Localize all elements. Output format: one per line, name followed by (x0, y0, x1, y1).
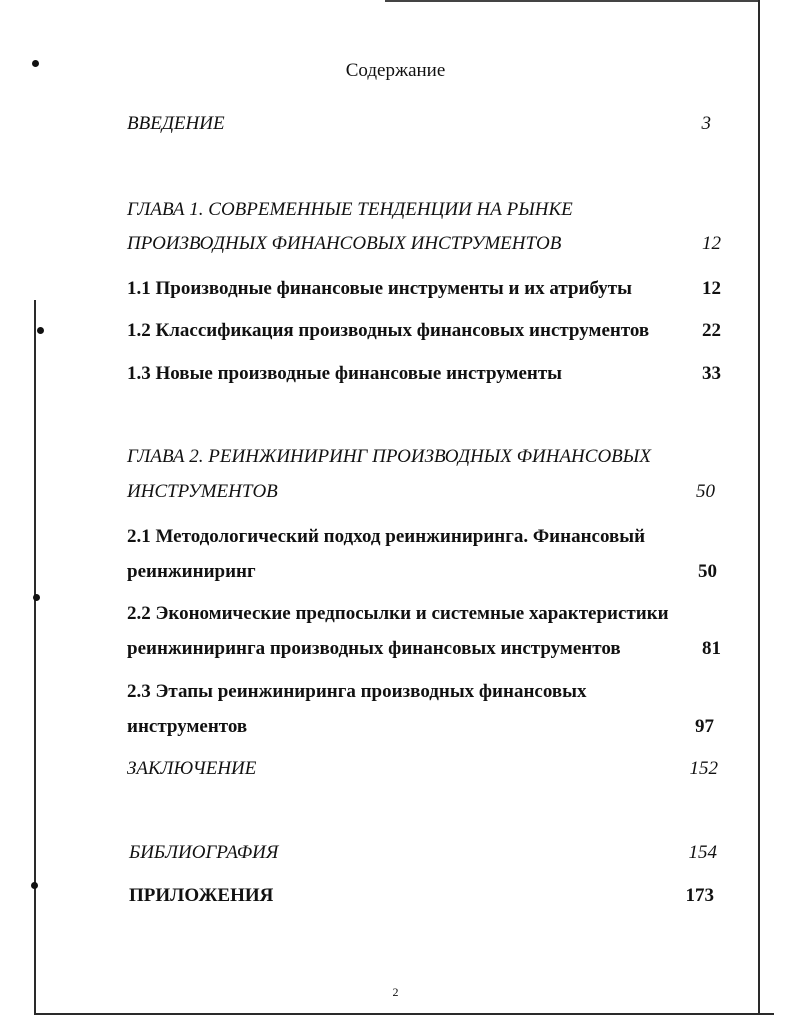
toc-entry-page: 12 (702, 233, 721, 254)
toc-entry-text: ВВЕДЕНИЕ (127, 113, 225, 134)
toc-entry-text: ПРИЛОЖЕНИЯ (129, 885, 274, 906)
toc-entry-page: 154 (688, 842, 717, 863)
toc-entry-text: ГЛАВА 1. СОВРЕМЕННЫЕ ТЕНДЕНЦИИ НА РЫНКЕ (127, 199, 573, 220)
toc-entry-text: ЗАКЛЮЧЕНИЕ (127, 758, 257, 779)
page-edge-bottom (34, 1013, 774, 1015)
toc-entry-bibliography[interactable] (0, 842, 791, 872)
toc-entry-chapter-1-cont[interactable] (0, 233, 791, 263)
toc-entry-text: ПРОИЗВОДНЫХ ФИНАНСОВЫХ ИНСТРУМЕНТОВ (127, 233, 562, 254)
toc-entry-section-2-3[interactable] (0, 681, 791, 711)
toc-entry-text: реинжиниринг (127, 561, 256, 582)
page-edge-top (385, 0, 760, 2)
toc-entry-section-2-2-cont[interactable] (0, 638, 791, 668)
toc-entry-page: 152 (689, 758, 718, 779)
toc-entry-section-1-1[interactable] (0, 278, 791, 308)
toc-entry-text: 2.3 Этапы реинжиниринга производных финансовых (127, 681, 587, 702)
toc-entry-section-2-2[interactable] (0, 603, 791, 633)
toc-entry-text: 2.2 Экономические предпосылки и системные характеристики (127, 603, 669, 624)
toc-entry-introduction[interactable] (0, 113, 791, 143)
toc-entry-section-2-3-cont[interactable] (0, 716, 791, 746)
toc-entry-page: 97 (695, 716, 714, 737)
toc-entry-chapter-2[interactable] (0, 446, 791, 476)
toc-entry-page: 50 (698, 561, 717, 582)
toc-entry-section-1-3[interactable] (0, 363, 791, 393)
toc-entry-page: 81 (702, 638, 721, 659)
toc-entry-page: 22 (702, 320, 721, 341)
toc-entry-page: 12 (702, 278, 721, 299)
toc-entry-text: реинжиниринга производных финансовых инструментов (127, 638, 621, 659)
toc-entry-appendices[interactable] (0, 885, 791, 915)
toc-entry-page: 3 (701, 113, 711, 134)
binding-hole-mark (33, 594, 40, 601)
toc-entry-section-1-2[interactable] (0, 320, 791, 350)
toc-entry-text: 1.2 Классификация производных финансовых инструментов (127, 320, 650, 341)
toc-entry-chapter-1[interactable] (0, 199, 791, 229)
toc-entry-text: 1.1 Производные финансовые инструменты и их атрибуты (127, 278, 632, 299)
toc-entry-section-2-1[interactable] (0, 526, 791, 556)
toc-entry-page: 50 (696, 481, 715, 502)
toc-entry-text: БИБЛИОГРАФИЯ (129, 842, 279, 863)
toc-entry-text: 1.3 Новые производные финансовые инструменты (127, 363, 563, 384)
page-number: 2 (392, 985, 399, 999)
toc-entry-text: ГЛАВА 2. РЕИНЖИНИРИНГ ПРОИЗВОДНЫХ ФИНАНСОВЫХ (127, 446, 651, 467)
toc-entry-section-2-1-cont[interactable] (0, 561, 791, 591)
toc-entry-text: ИНСТРУМЕНТОВ (127, 481, 278, 502)
toc-entry-chapter-2-cont[interactable] (0, 481, 791, 511)
toc-entry-text: инструментов (127, 716, 248, 737)
toc-title: Содержание (345, 60, 446, 81)
toc-entry-conclusion[interactable] (0, 758, 791, 788)
toc-entry-text: 2.1 Методологический подход реинжиниринга. Финансовый (127, 526, 646, 547)
toc-entry-page: 33 (702, 363, 721, 384)
toc-entry-page: 173 (685, 885, 714, 906)
